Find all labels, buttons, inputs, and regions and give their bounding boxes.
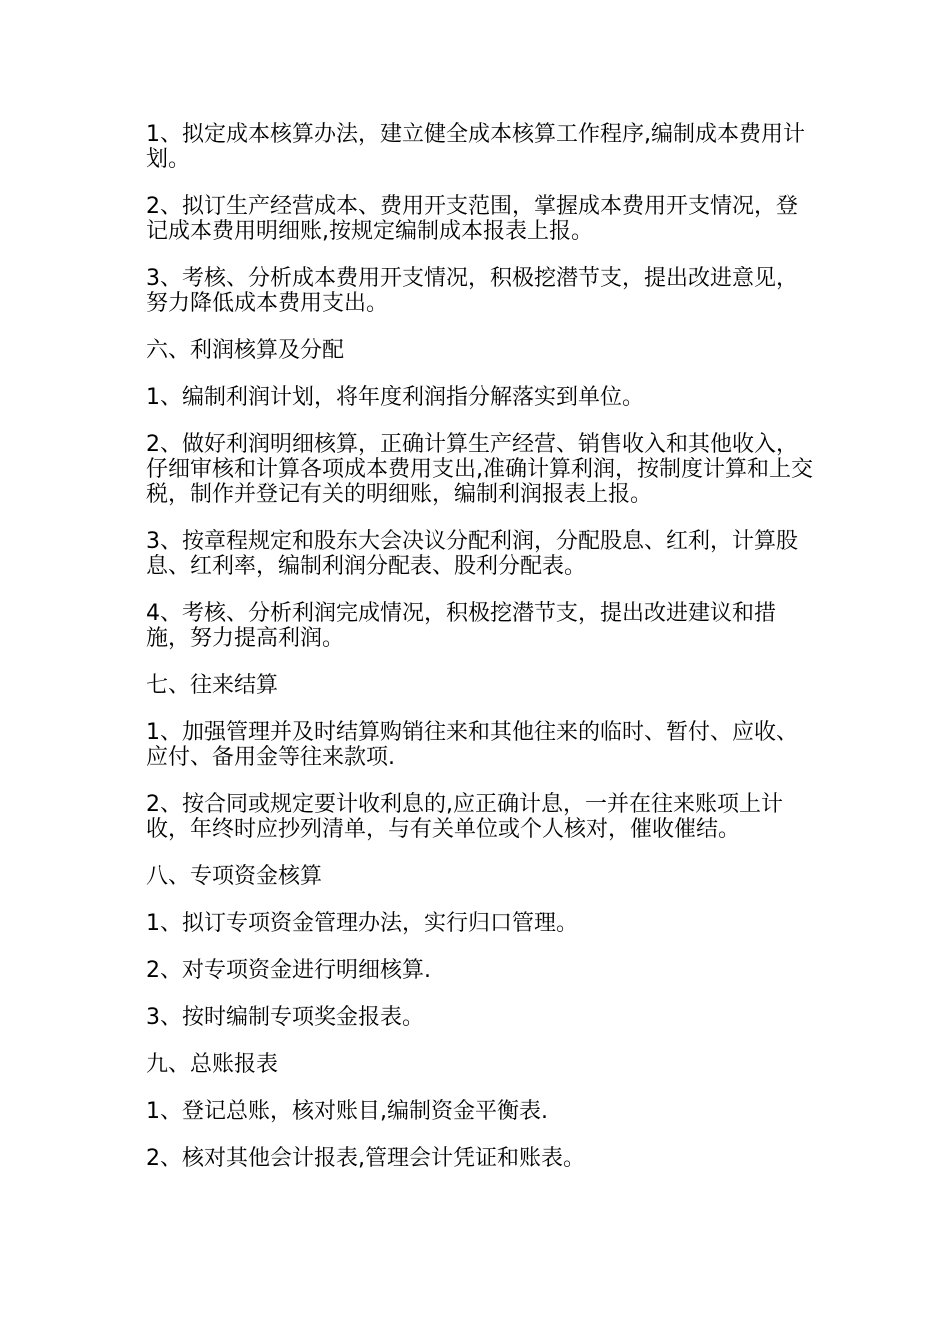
paragraph-profit-1: 1、编制利润计划，将年度利润指分解落实到单位。 [146, 385, 644, 410]
paragraph-settlement-1: 1、加强管理并及时结算购销往来和其他往来的临时、暂付、应收、应付、备用金等往来款项. [146, 720, 798, 770]
paragraph-cost-1: 1、拟定成本核算办法，建立健全成本核算工作程序,编制成本费用计划。 [146, 122, 805, 172]
document-body [146, 122, 818, 1193]
paragraph-cost-3: 3、考核、分析成本费用开支情况，积极挖潜节支，提出改进意见，努力降低成本费用支出。 [146, 266, 798, 316]
section-heading-ledger: 九、总账报表 [146, 1052, 279, 1077]
section-heading-settlement: 七、往来结算 [146, 673, 279, 698]
section-heading-profit: 六、利润核算及分配 [146, 338, 345, 363]
paragraph-ledger-1: 1、登记总账，核对账目,编制资金平衡表. [146, 1099, 548, 1124]
paragraph-profit-2: 2、做好利润明细核算，正确计算生产经营、销售收入和其他收入，仔细审核和计算各项成本费用支出,准确计算利润，按制度计算和上交税，制作并登记有关的明细账，编制利润报表上报。 [146, 432, 813, 507]
section-heading-special-funds: 八、专项资金核算 [146, 864, 323, 889]
paragraph-cost-2: 2、拟订生产经营成本、费用开支范围，掌握成本费用开支情况，登记成本费用明细账,按规定编制成本报表上报。 [146, 194, 798, 244]
paragraph-special-funds-3: 3、按时编制专项奖金报表。 [146, 1005, 424, 1030]
paragraph-ledger-2: 2、核对其他会计报表,管理会计凭证和账表。 [146, 1146, 585, 1171]
paragraph-profit-4: 4、考核、分析利润完成情况，积极挖潜节支，提出改进建议和措施，努力提高利润。 [146, 601, 776, 651]
paragraph-profit-3: 3、按章程规定和股东大会决议分配利润，分配股息、红利，计算股息、红利率，编制利润分配表、股利分配表。 [146, 529, 798, 579]
paragraph-special-funds-2: 2、对专项资金进行明细核算. [146, 958, 431, 983]
paragraph-settlement-2: 2、按合同或规定要计收利息的,应正确计息，一并在往来账项上计收，年终时应抄列清单，与有关单位或个人核对，催收催结。 [146, 792, 783, 842]
paragraph-special-funds-1: 1、拟订专项资金管理办法，实行归口管理。 [146, 911, 578, 936]
